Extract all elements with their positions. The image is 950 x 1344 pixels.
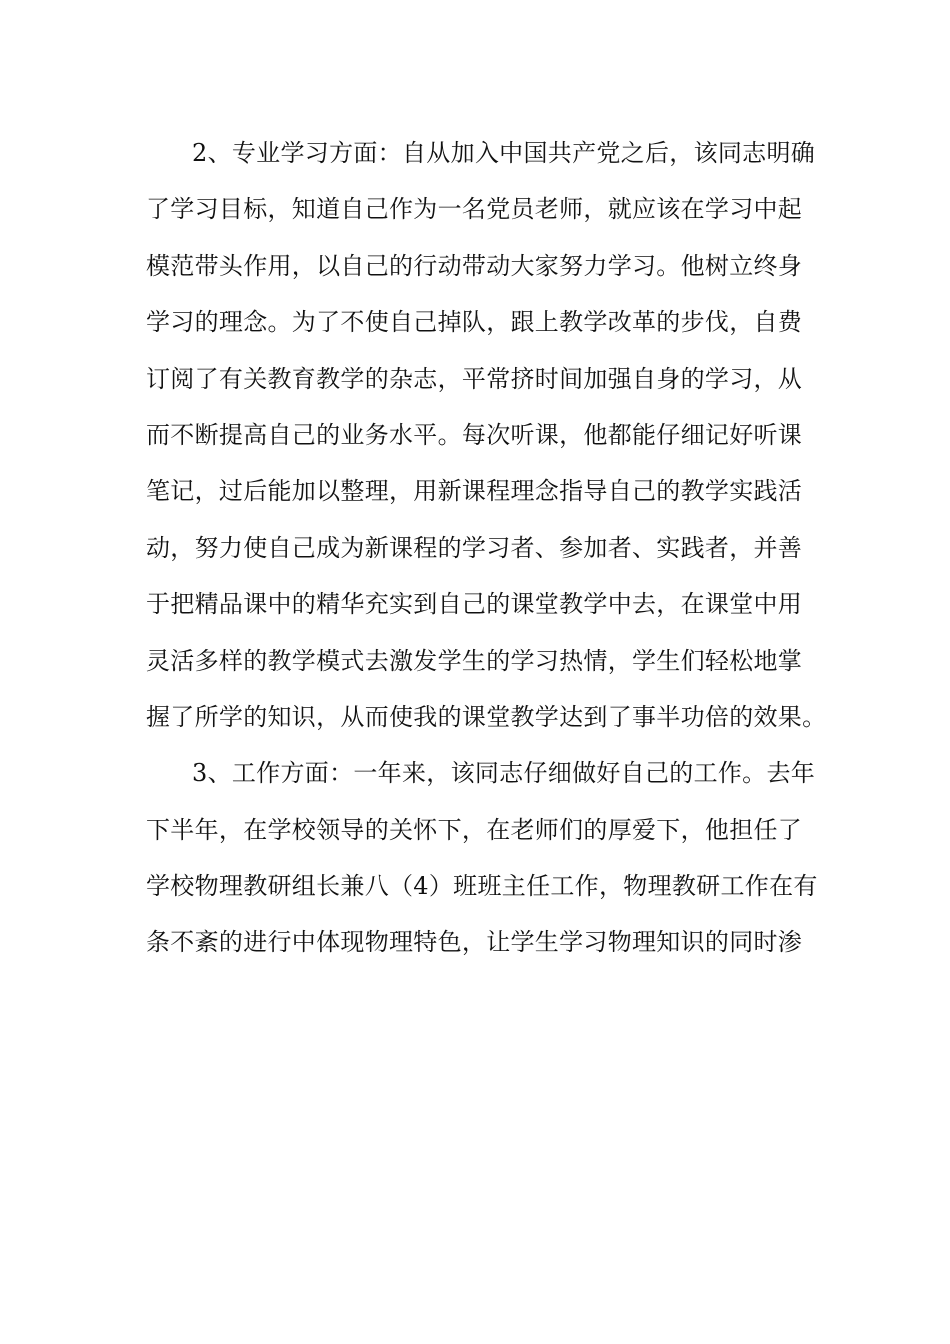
body-text — [146, 133, 826, 979]
paragraph-3-line-1: 3、工作方面：一年来，该同志仔细做好自己的工作。去年 — [192, 759, 816, 788]
paragraph-2-line-8: 动，努力使自己成为新课程的学习者、参加者、实践者，并善 — [146, 533, 803, 562]
paragraph-2-line-7: 笔记，过后能加以整理，用新课程理念指导自己的教学实践活 — [146, 477, 803, 506]
paragraph-2-line-6: 而不断提高自己的业务水平。每次听课，他都能仔细记好听课 — [146, 420, 803, 449]
paragraph-2-line-2: 了学习目标，知道自己作为一名党员老师，就应该在学习中起 — [146, 195, 803, 224]
paragraph-3-line-2: 下半年，在学校领导的关怀下，在老师们的厚爱下，他担任了 — [146, 815, 803, 844]
paragraph-2-line-1: 2、专业学习方面：自从加入中国共产党之后，该同志明确 — [192, 139, 816, 167]
paragraph-2-line-5: 订阅了有关教育教学的杂志，平常挤时间加强自身的学习，从 — [146, 364, 803, 393]
paragraph-3-line-3: 学校物理教研组长兼八（4）班班主任工作，物理教研工作在有 — [146, 872, 818, 901]
paragraph-3-line-4: 条不紊的进行中体现物理特色，让学生学习物理知识的同时渗 — [146, 928, 803, 957]
paragraph-2-line-9: 于把精品课中的精华充实到自己的课堂教学中去，在课堂中用 — [146, 590, 803, 619]
paragraph-2-line-11: 握了所学的知识，从而使我的课堂教学达到了事半功倍的效果。 — [146, 702, 827, 731]
paragraph-2-line-4: 学习的理念。为了不使自己掉队，跟上教学改革的步伐，自费 — [146, 308, 803, 337]
paragraph-2-line-3: 模范带头作用，以自己的行动带动大家努力学习。他树立终身 — [146, 251, 803, 280]
paragraph-2-line-10: 灵活多样的教学模式去激发学生的学习热情，学生们轻松地掌 — [146, 646, 803, 675]
